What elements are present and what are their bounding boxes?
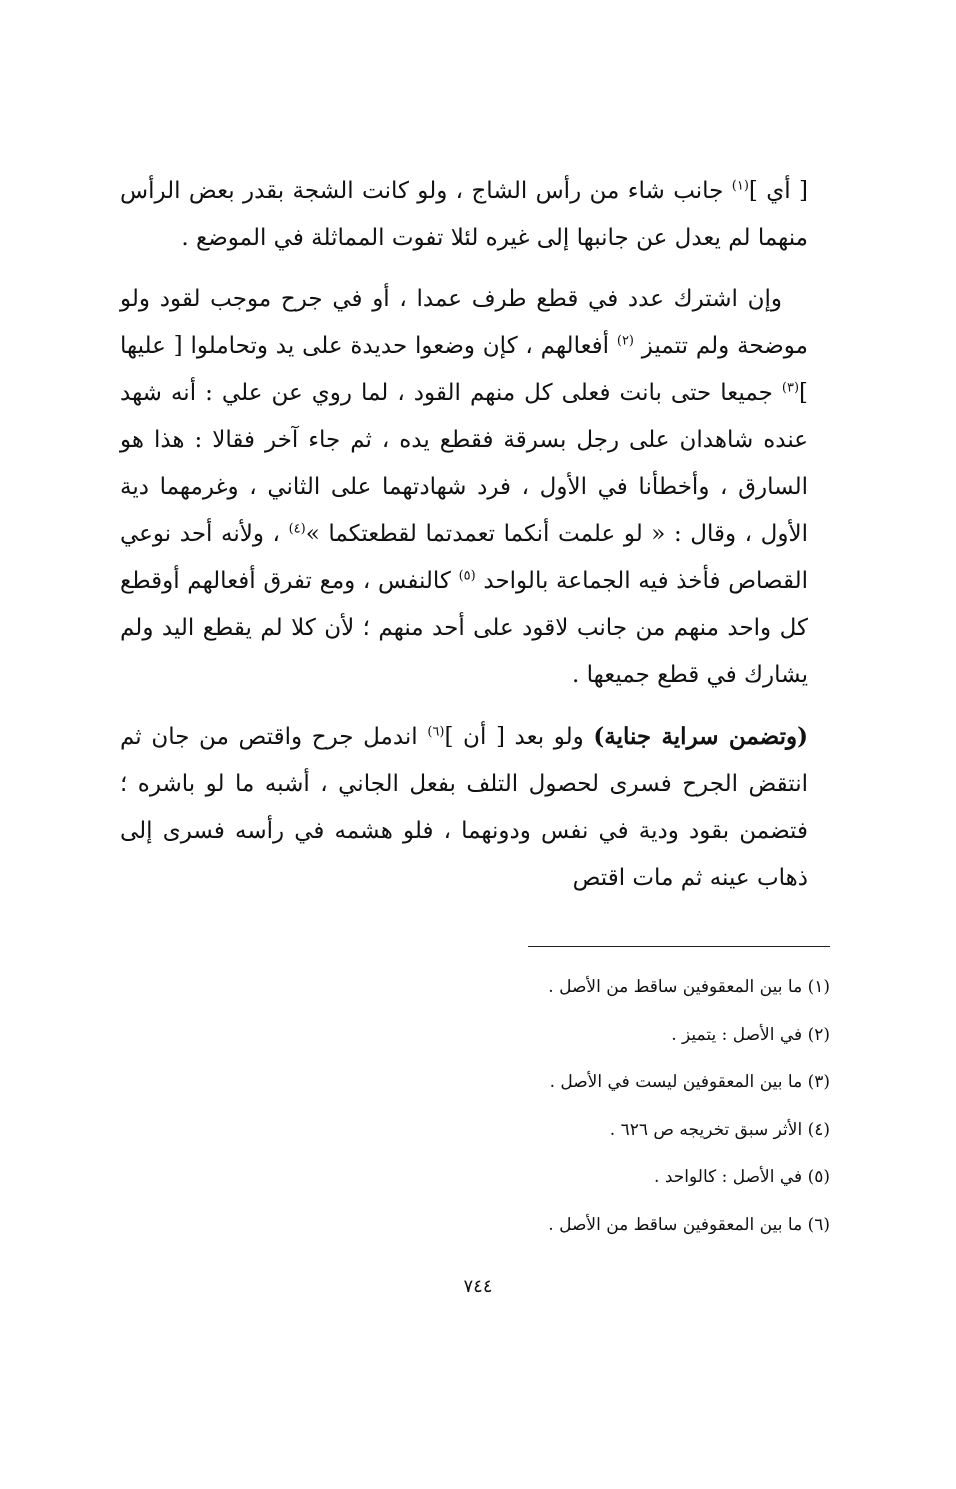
footnote-marker: (٤) [288,521,306,537]
paragraph [120,276,808,699]
footnote-divider [528,946,830,947]
page-number: ٧٤٤ [463,1276,493,1297]
footnote-marker: (٣) [781,380,800,396]
text-segment: [ أي ] [748,178,808,204]
text-segment: جميعا حتى بانت فعلى كل منهم القود ، لما روي عن علي : أنه شهد عنده شاهدان على رجل بسرقة فقطع يده ، ثم جاء آخر فقالا : هذا هو السارق ، وأخطأنا في الأول ، فرد شهادتهما على الثاني ، وغرمهما دية الأول ، وقال : « لو علمت أنكما تعمدتما لقطعتكما » [120,380,808,547]
footnote: (٦) ما بين المعقوفين ساقط من الأصل . [548,1214,830,1235]
section-lead-text: (وتضمن سراية جناية) [593,723,808,750]
footnote: (٢) في الأصل : يتميز . [671,1024,830,1045]
footnote: (٣) ما بين المعقوفين ليست في الأصل . [549,1072,830,1092]
footnote-marker: (٢) [616,333,634,349]
text-segment: وإن اشترك عدد في قطع طرف عمدا ، أو في جرح موجب لقود ولو موضحة ولم تتميز [120,286,808,359]
footnote: (٥) في الأصل : كالواحد . [654,1167,830,1187]
text-segment: جانب شاء من رأس الشاج ، ولو كانت الشجة بقدر بعض الرأس منهما لم يعدل عن جانبها إلى غيره لئلا تفوت المماثلة في الموضع . [120,178,808,251]
footnote: (١) ما بين المعقوفين ساقط من الأصل . [548,977,830,997]
footnotes [230,972,830,1257]
text-segment: ، ولأنه أحد نوعي القصاص فأخذ فيه الجماعة بالواحد [120,521,808,594]
text-segment: كالنفس ، ومع تفرق أفعالهم أوقطع كل واحد منهم من جانب لاقود على أحد منهم ؛ لأن كلا لم يقطع اليد ولم يشارك في قطع جميعها . [120,568,808,688]
footnote-marker: (٥) [458,568,476,584]
footnote-marker: (١) [731,178,749,194]
footnote-marker: (٦) [427,724,445,740]
footnote: (٤) الأثر سبق تخريجه ص ٦٢٦ . [609,1119,830,1140]
main-text [120,168,808,902]
text-segment: ولو بعد [ أن ] [444,724,594,750]
paragraph [120,713,808,902]
text-segment: أفعالهم ، كإن وضعوا حديدة على يد وتحاملوا [ عليها ] [120,333,808,406]
text-segment: اندمل جرح واقتص من جان ثم انتقض الجرح فسرى لحصول التلف بفعل الجاني ، أشبه ما لو باشره ؛ فتضمن بقود ودية في نفس ودونهما ، فلو هشمه في رأسه فسرى إلى ذهاب عينه ثم مات اقتص [120,724,808,891]
paragraph [120,168,808,262]
